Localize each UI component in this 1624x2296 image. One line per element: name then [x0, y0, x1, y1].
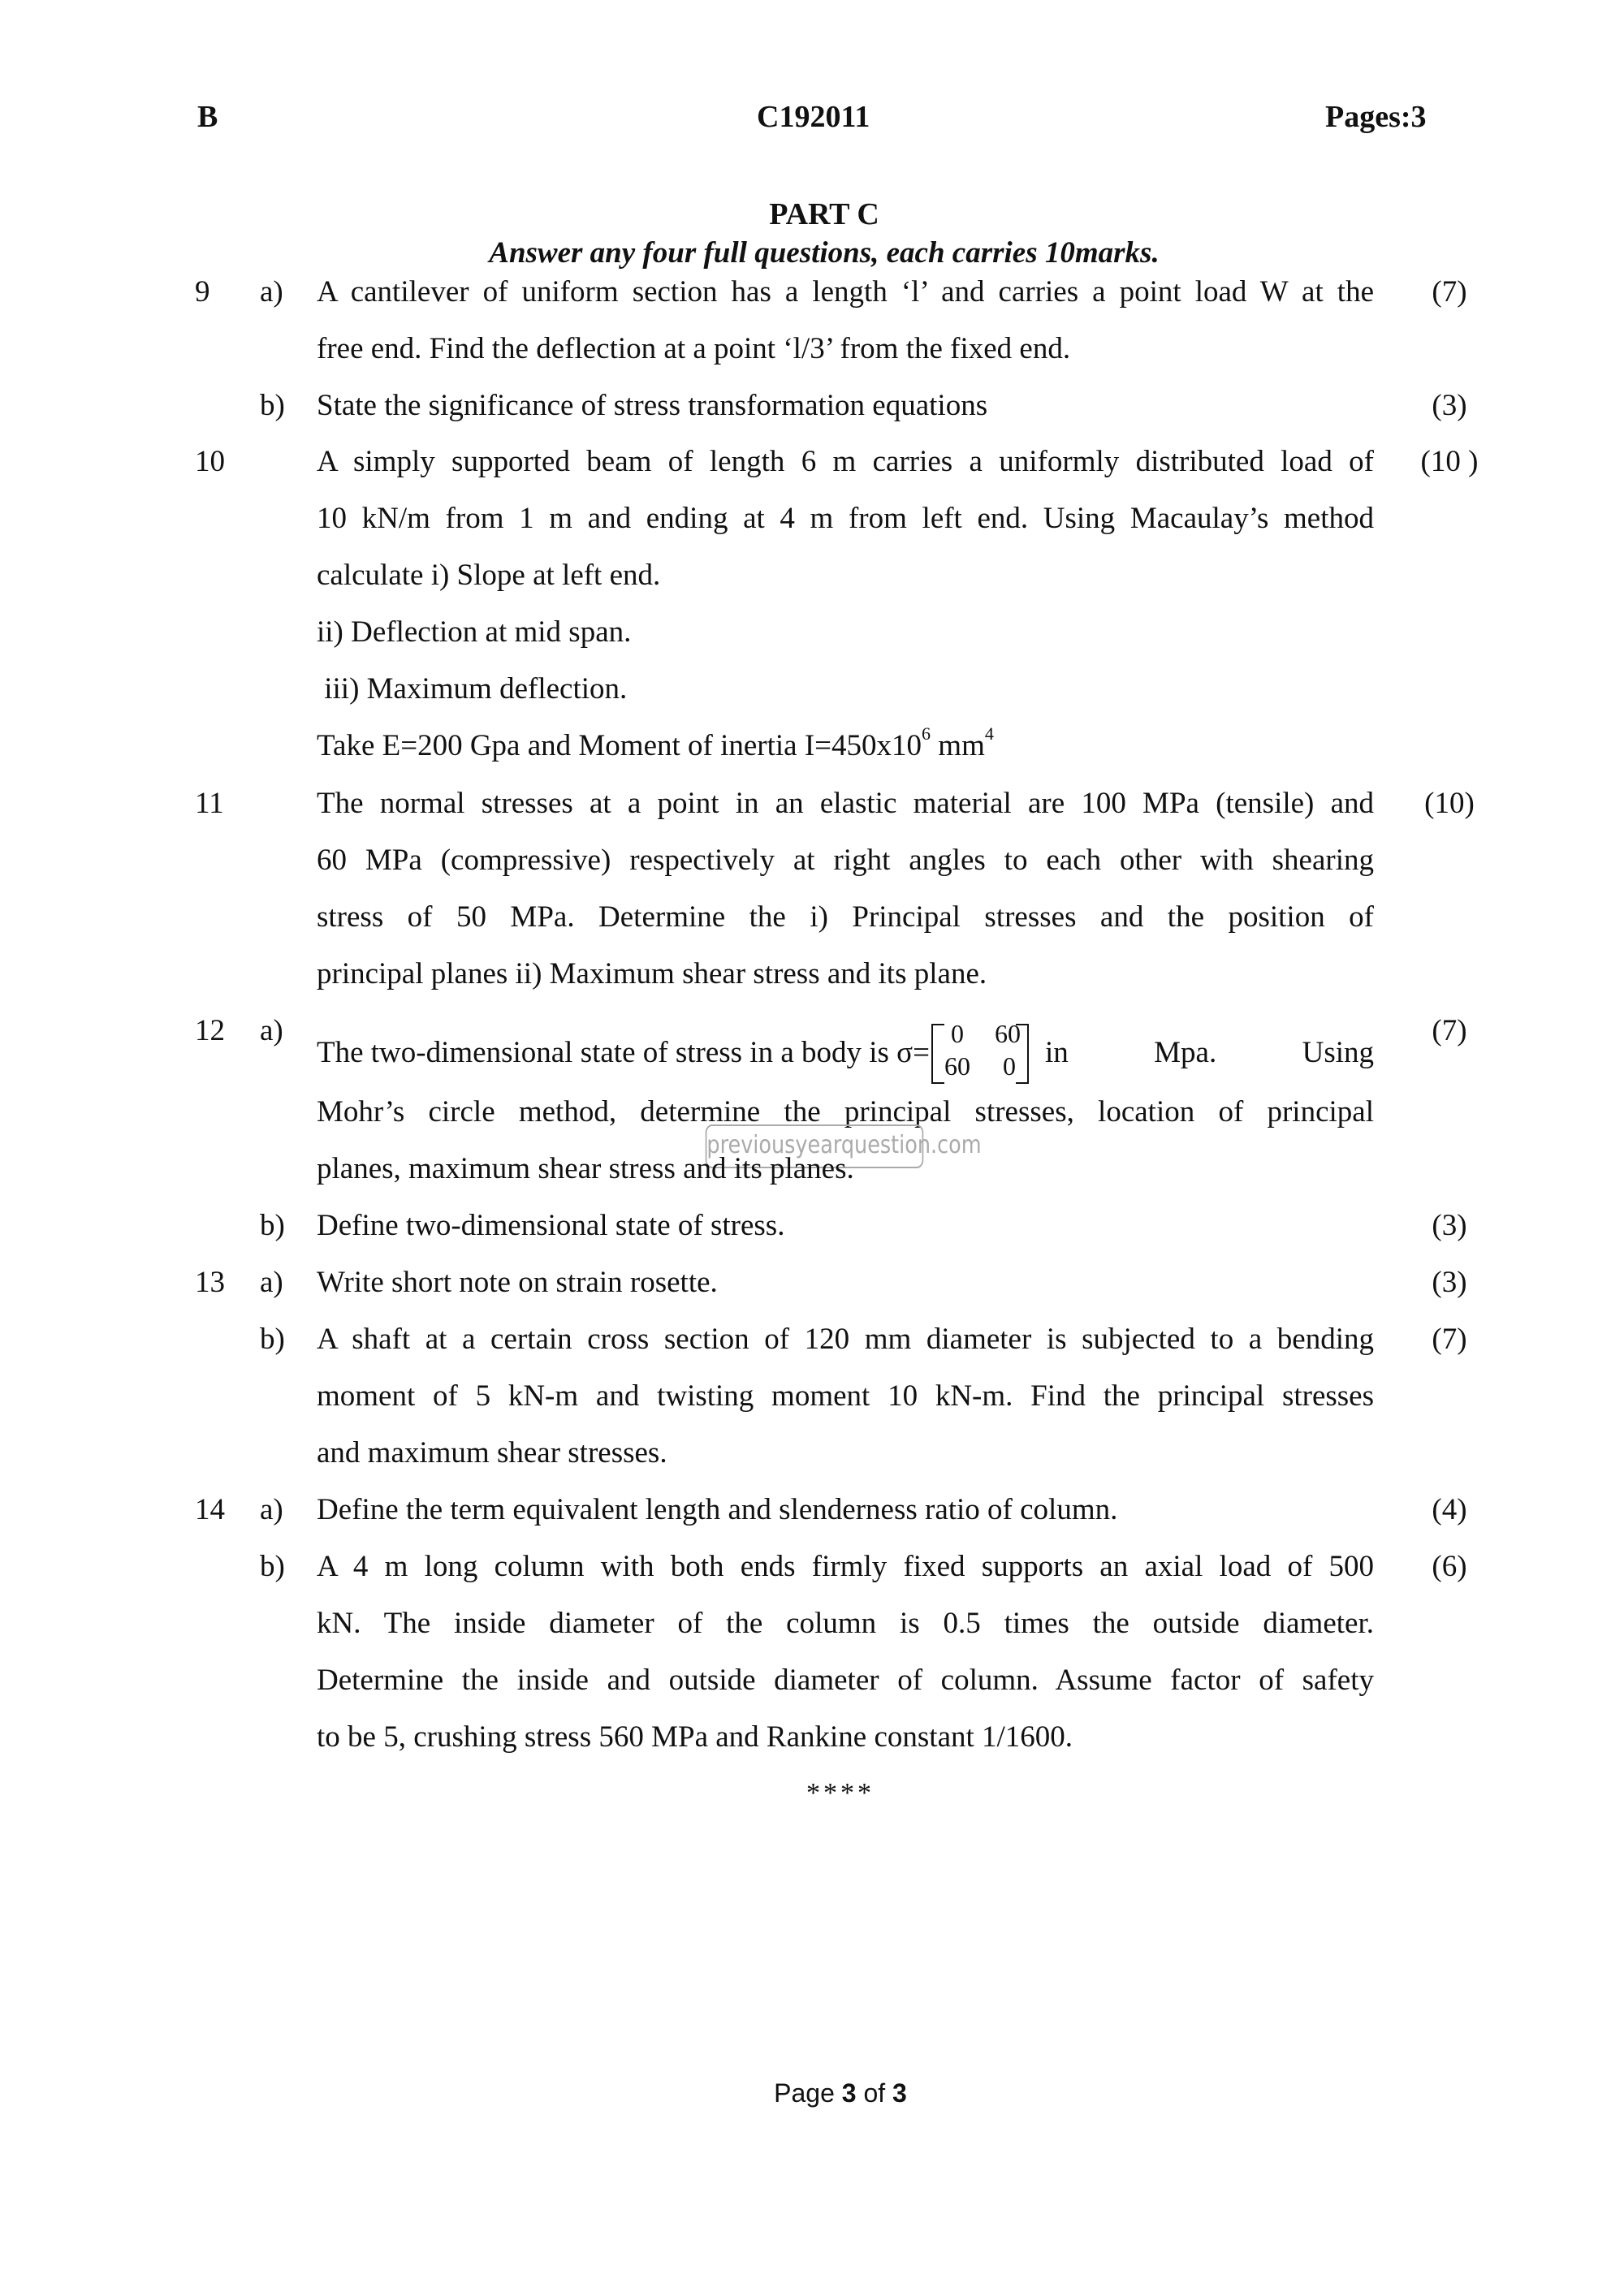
question-10-line-2: [0, 501, 1624, 550]
question-text: principal planes ii) Maximum shear stress and its plane.: [317, 957, 987, 990]
subpart-label: b): [260, 1323, 285, 1356]
question-number: 10: [195, 445, 225, 478]
marks: (6): [1432, 1550, 1467, 1583]
question-9a-line-1: [0, 274, 1624, 323]
subpart-label: a): [260, 275, 283, 309]
question-text: kN. The inside diameter of the column is 0.5 times the outside diameter.: [317, 1607, 1374, 1640]
question-text: iii) Maximum deflection.: [317, 672, 628, 706]
question-text: and maximum shear stresses.: [317, 1436, 667, 1470]
subpart-label: b): [260, 389, 285, 422]
question-number: 9: [195, 275, 210, 309]
question-11-line-1: [0, 786, 1624, 835]
question-text: 10 kN/m from 1 m and ending at 4 m from left end. Using Macaulay’s method: [317, 502, 1374, 535]
question-text: Determine the inside and outside diameter of column. Assume factor of safety: [317, 1664, 1374, 1697]
question-text: A 4 m long column with both ends firmly fixed supports an axial load of 500: [317, 1550, 1374, 1583]
question-9b: [0, 388, 1624, 437]
question-text: A simply supported beam of length 6 m carries a uniformly distributed load of: [317, 445, 1374, 478]
question-text: moment of 5 kN-m and twisting moment 10 kN-m. Find the principal stresses: [317, 1379, 1374, 1413]
question-11-line-3: [0, 900, 1624, 948]
question-11-line-4: [0, 956, 1624, 1005]
question-14b-line-4: [0, 1720, 1624, 1768]
marks: (7): [1432, 1323, 1467, 1356]
marks: (3): [1432, 389, 1467, 422]
footer-text: Page: [774, 2078, 842, 2108]
question-13a: [0, 1265, 1624, 1314]
question-number: 13: [195, 1266, 225, 1299]
question-text: Define two-dimensional state of stress.: [317, 1209, 785, 1242]
marks: (3): [1432, 1209, 1467, 1242]
question-text: A shaft at a certain cross section of 120 mm diameter is subjected to a bending: [317, 1323, 1374, 1356]
series-code: B: [197, 100, 218, 134]
question-14b-line-1: [0, 1549, 1624, 1598]
question-13b-line-3: [0, 1435, 1624, 1484]
left-bracket: [931, 1024, 944, 1084]
question-number: 12: [195, 1014, 225, 1047]
question-14b-line-3: [0, 1663, 1624, 1711]
text-segment: in Mpa. Using: [1045, 1035, 1374, 1069]
marks: (10): [1424, 787, 1475, 820]
marks: (3): [1432, 1266, 1467, 1299]
part-instruction: Answer any four full questions, each carries 10marks.: [489, 236, 1160, 270]
matrix-cell: 60: [944, 1051, 970, 1081]
text-segment: Take E=200 Gpa and Moment of inertia I=450x10: [317, 729, 922, 762]
question-10-line-5: [0, 671, 1624, 720]
subpart-label: b): [260, 1550, 285, 1583]
current-page: 3: [841, 2078, 857, 2108]
matrix-cell: 60: [995, 1019, 1021, 1048]
question-10-line-1: [0, 444, 1624, 493]
question-text: Mohr’s circle method, determine the principal stresses, location of principal: [317, 1095, 1374, 1129]
question-text: Write short note on strain rosette.: [317, 1266, 718, 1299]
question-13b-line-2: [0, 1379, 1624, 1427]
question-text: A cantilever of uniform section has a length ‘l’ and carries a point load W at the: [317, 275, 1374, 309]
paper-code: C192011: [757, 100, 870, 134]
marks: (7): [1432, 275, 1467, 309]
question-text: [317, 723, 1374, 763]
question-text: The normal stresses at a point in an elastic material are 100 MPa (tensile) and: [317, 787, 1374, 820]
question-12b: [0, 1208, 1624, 1257]
question-13b-line-1: [0, 1322, 1624, 1370]
question-10-line-6: [0, 723, 1624, 777]
question-text: planes, maximum shear stress and its planes.: [317, 1152, 854, 1185]
question-11-line-2: [0, 843, 1624, 891]
page-count: Pages:3: [1325, 100, 1427, 134]
text-segment: mm: [931, 729, 985, 762]
question-10-line-4: [0, 615, 1624, 663]
marks: (4): [1432, 1493, 1467, 1526]
marks: (10 ): [1420, 445, 1479, 478]
question-text: State the significance of stress transformation equations: [317, 389, 988, 422]
text-segment: The two-dimensional state of stress in a body is σ=: [317, 1035, 930, 1069]
subpart-label: b): [260, 1209, 285, 1242]
part-title: PART C: [769, 197, 879, 231]
question-text: [317, 1020, 1374, 1085]
question-number: 11: [195, 787, 224, 820]
subpart-label: a): [260, 1014, 283, 1047]
question-text: free end. Find the deflection at a point ‘l/3’ from the fixed end.: [317, 332, 1071, 365]
question-number: 14: [195, 1493, 225, 1526]
question-text: calculate i) Slope at left end.: [317, 559, 661, 592]
question-text: stress of 50 MPa. Determine the i) Principal stresses and the position of: [317, 900, 1374, 934]
exponent: 4: [984, 723, 994, 744]
matrix-cell: 0: [1003, 1051, 1016, 1081]
question-text: Define the term equivalent length and slenderness ratio of column.: [317, 1493, 1118, 1526]
question-14a: [0, 1492, 1624, 1541]
question-text: ii) Deflection at mid span.: [317, 615, 632, 649]
question-text: to be 5, crushing stress 560 MPa and Rankine constant 1/1600.: [317, 1720, 1073, 1754]
question-10-line-3: [0, 558, 1624, 606]
subpart-label: a): [260, 1266, 283, 1299]
exponent: 6: [922, 723, 931, 744]
footer-text: of: [856, 2078, 893, 2108]
page-footer: [0, 2078, 1624, 2108]
question-text: 60 MPa (compressive) respectively at right angles to each other with shearing: [317, 844, 1374, 877]
marks: (7): [1432, 1014, 1467, 1047]
question-12a-stress-line: [0, 1019, 1624, 1090]
question-12a-line-3: [0, 1151, 1624, 1200]
total-pages: 3: [892, 2078, 907, 2108]
question-9a-line-2: [0, 331, 1624, 380]
matrix-cell: 0: [951, 1019, 964, 1048]
question-14b-line-2: [0, 1606, 1624, 1655]
subpart-label: a): [260, 1493, 283, 1526]
stress-matrix: [931, 1019, 1029, 1081]
end-mark: ****: [806, 1778, 875, 1808]
watermark-stamp: previousyearquestion.com: [706, 1124, 924, 1168]
